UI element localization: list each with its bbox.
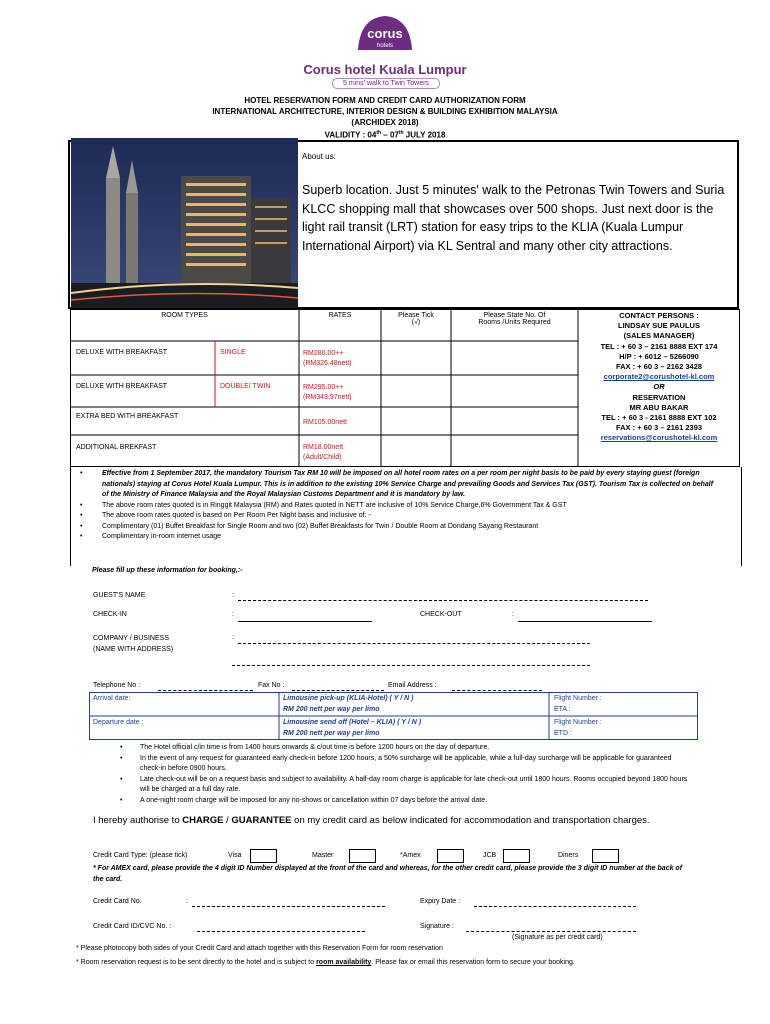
hotel-name: Corus hotel Kuala Lumpur <box>303 62 467 77</box>
card-number-field[interactable] <box>192 906 385 907</box>
policy-item: • In the event of any request for guaranteed early check-in before 1200 hours, a 50% surcharge will be applicable, while a full-day surcharge will be applicable for guaranteed check-in before 0900 hours. <box>118 754 693 775</box>
note-item: • Effective from 1 September 2017, the mandatory Tourism Tax RM 10 will be imposed on all hotel room rates on a per room per night basis to be paid by every staying guest (foreign nationals) staying at Corus Hotel Kuala Lumpur. This is in addition to the existing 10% Service Charge and prevailing Goods and Services Tax (GST). Tourism Tax is collected on behalf of the Ministry of Finance Malaysia and the Royal Malaysian Customs Department and it is mandatory by law. <box>78 469 718 501</box>
row-1-occupancy: SINGLE <box>220 349 246 356</box>
company-label: COMPANY / BUSINESS (NAME WITH ADDRESS) <box>93 635 174 653</box>
row-3-type: EXTRA BED WITH BREAKFAST <box>76 413 179 420</box>
about-heading: About us: <box>302 152 336 161</box>
svg-text:hotels: hotels <box>376 43 394 49</box>
row-2-occupancy: DOUBLE/ TWIN <box>220 383 271 390</box>
email-link-2[interactable]: reservations@corushotel-kl.com <box>600 433 718 443</box>
hotel-tagline: 5 mins' walk to Twin Towers <box>332 78 440 89</box>
note-item: • The above room rates quoted is in Ringgit Malaysia (RM) and Rates quoted in NETT are inclusive of 10% Service Charge,6% Government Tax & GST <box>78 501 718 512</box>
signature-label: Signature : <box>420 923 454 930</box>
card-type-label: Credit Card Type: (please tick) <box>93 852 188 859</box>
cvc-label: Credit Card ID/CVC No. : <box>93 923 172 930</box>
note-item: • The above room rates quoted is based on Per Room Per Night basis and inclusive of: - <box>78 511 718 522</box>
amex-label: *Amex <box>400 852 421 859</box>
fill-info: Please fill up these information for booking,:- <box>92 567 243 574</box>
diners-label: Diners <box>558 852 579 859</box>
colon: : <box>186 898 188 905</box>
expiry-label: Expiry Date : <box>420 898 461 905</box>
row-1-rate: RM280.00++ (RM326.48nett) <box>303 350 352 367</box>
company-field-2[interactable] <box>232 665 590 666</box>
email-field[interactable] <box>452 690 542 691</box>
departure-date-label: Departure date : <box>93 719 144 726</box>
svg-text:corus: corus <box>367 26 403 41</box>
row-1-type: DELUXE WITH BREAKFAST <box>76 349 168 356</box>
contact-persons: CONTACT PERSONS : LINDSAY SUE PAULUS (SALES MANAGER) TEL : + 60 3 – 2161 8888 EXT 174 H/P : + 6012 – 5266090 FAX : + 60 3 – 2162 3428 corporate2@corushotel-kl.com OR RESERVATION MR ABU BAKAR TEL : + 60 3 - 2161 8888 EXT 102 FAX : + 60 3 – 2161 2393 reservations@corushotel-kl.com <box>578 311 740 444</box>
colon: : <box>512 611 514 618</box>
colon: : <box>232 611 234 618</box>
title-line-1: HOTEL RESERVATION FORM AND CREDIT CARD AUTHORIZATION FORM <box>244 96 526 105</box>
amex-note: * For AMEX card, please provide the 4 digit ID Number displayed at the front of the card and whereas, for the other credit card, please provide the 3 digit ID number at the back of the card. <box>93 865 683 883</box>
jcb-checkbox[interactable] <box>503 849 530 863</box>
policy-item: • Late check-out will be on a request basis and subject to availability. A half-day room charge is applicable for late check-out until 1800 hours. Rooms occupied beyond 1800 hours will be charged at a full day rate. <box>118 775 693 796</box>
jcb-label: JCB <box>483 852 497 859</box>
expiry-field[interactable] <box>474 906 636 907</box>
colon: : <box>232 592 234 599</box>
notes-list <box>78 469 718 543</box>
visa-checkbox[interactable] <box>250 849 277 863</box>
visa-label: Visa <box>228 852 242 859</box>
header-tick: Please Tick (√) <box>398 312 434 326</box>
guest-name-field[interactable] <box>238 600 648 601</box>
header-rates: RATES <box>328 312 352 319</box>
card-number-label: Credit Card No. <box>93 898 142 905</box>
check-in-field[interactable] <box>238 621 372 622</box>
signature-field[interactable] <box>466 931 636 932</box>
header-units: Please State No. Of Rooms /Units Required <box>478 312 551 326</box>
note-item: • Complimentary in-room internet usage <box>78 532 718 543</box>
transport-table <box>89 692 698 740</box>
hotel-logo <box>352 12 418 54</box>
hotel-photo <box>71 138 298 308</box>
check-out-label: CHECK-OUT <box>420 611 462 618</box>
check-out-field[interactable] <box>518 621 652 622</box>
amex-checkbox[interactable] <box>437 849 464 863</box>
telephone-field[interactable] <box>158 690 253 691</box>
fax-label: Fax No : <box>258 682 285 689</box>
email-link-1[interactable]: corporate2@corushotel-kl.com <box>603 372 715 382</box>
title-line-3: (ARCHIDEX 2018) <box>351 118 419 127</box>
signature-note: (Signature as per credit card) <box>512 934 603 941</box>
footer-note-1: * Please photocopy both sides of your Credit Card and attach together with this Reservation Form for room reservation <box>76 945 443 952</box>
footer-note-2: * Room reservation request is to be sent directly to the hotel and is subject to room availability. Please fax or email this reservation form to secure your booking. <box>76 959 575 966</box>
policy-item: • A one-night room charge will be imposed for any no-shows or cancellation within 07 days before the arrival date. <box>118 796 693 807</box>
company-field-1[interactable] <box>238 643 590 644</box>
departure-flight: Flight Number : ETD : <box>554 719 602 737</box>
policy-list <box>118 743 693 806</box>
check-in-label: CHECK-IN <box>93 611 127 618</box>
row-2-type: DELUXE WITH BREAKFAST <box>76 383 168 390</box>
limo-pickup: Limousine pick-up (KLIA-Hotel) ( Y / N ) RM 200 nett per way per limo <box>283 695 414 713</box>
header-room-types: ROOM TYPES <box>161 312 208 319</box>
diners-checkbox[interactable] <box>592 849 619 863</box>
cvc-field[interactable] <box>197 931 365 932</box>
rates-table <box>70 309 740 467</box>
authorise-text: I hereby authorise to CHARGE / GUARANTEE on my credit card as below indicated for accommodation and transportation charges. <box>93 815 650 826</box>
guest-name-label: GUEST'S NAME <box>93 592 146 599</box>
arrival-date-label: Arrival date: <box>93 695 131 702</box>
policy-item: • The Hotel official c/in time is from 1400 hours onwards & c/out time is before 1200 hours on the day of departure. <box>118 743 693 754</box>
row-4-type: ADDITIONAL BREKFAST <box>76 444 157 451</box>
note-item: • Complimentary (01) Buffet Breakfast for Single Room and two (02) Buffet Breakfasts for Twin / Double Room at Dondang Sayang Restaurant <box>78 522 718 533</box>
row-3-rate: RM105.00nett <box>303 419 347 426</box>
arrival-flight: Flight Number : ETA : <box>554 695 602 713</box>
limo-sendoff: Limousine send off (Hotel – KLIA) ( Y / N ) RM 200 nett per way per limo <box>283 719 422 737</box>
colon: : <box>232 634 234 641</box>
title-line-2: INTERNATIONAL ARCHITECTURE, INTERIOR DESIGN & BUILDING EXHIBITION MALAYSIA <box>212 107 558 116</box>
fax-field[interactable] <box>292 690 384 691</box>
form-title <box>100 95 670 141</box>
about-text: Superb location. Just 5 minutes' walk to the Petronas Twin Towers and Suria KLCC shopping mall that showcases over 500 shops. Just next door is the light rail transit (LRT) station for easy trips to the KLIA (Kuala Lumpur International Airport) via KL Sentral and many other city attractions. <box>302 183 725 253</box>
telephone-label: Telephone No : <box>93 682 141 689</box>
row-4-rate: RM18.00nett (Adult/Child) <box>303 444 344 461</box>
email-label: Email Address : <box>388 682 437 689</box>
row-2-rate: RM295.00++ (RM343.97nett) <box>303 384 352 401</box>
master-checkbox[interactable] <box>349 849 376 863</box>
validity-line: VALIDITY : 04th – 07th JULY 2018 <box>324 130 446 140</box>
master-label: Master <box>312 852 334 859</box>
